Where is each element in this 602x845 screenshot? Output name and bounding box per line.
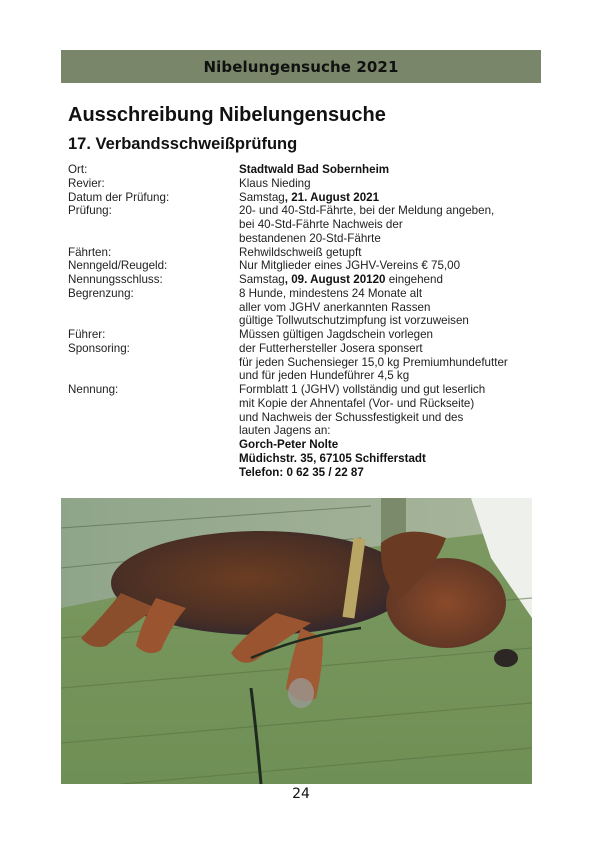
detail-value [239,259,538,273]
text-segment: lauten Jagens an: [239,424,331,438]
detail-row [68,259,538,273]
detail-value [239,177,538,191]
text-segment: und Nachweis der Schussfestigkeit und des [239,410,464,424]
detail-value [239,383,538,479]
detail-value [239,204,538,245]
text-segment: der Futterhersteller Josera sponsert [239,341,423,355]
detail-value-line [239,301,538,315]
detail-value [239,328,538,342]
detail-value-line [239,246,538,260]
detail-value-line [239,163,538,177]
detail-row [68,273,538,287]
dog-nose [494,649,518,667]
text-segment: mit Kopie der Ahnentafel (Vor- und Rückseite) [239,396,475,410]
detail-value-line [239,424,538,438]
text-segment: Samstag [239,273,285,286]
document-subtitle: 17. Verbandsschweißprüfung [68,135,298,153]
detail-value-line [239,342,538,356]
detail-value-line [239,397,538,411]
text-segment: bei 40-Std-Fährte Nachweis der [239,218,403,231]
detail-label: Datum der Prüfung: [68,190,170,204]
detail-value [239,273,538,287]
text-segment: Klaus Nieding [239,176,311,190]
text-segment: 8 Hunde, mindestens 24 Monate alt [239,286,423,300]
detail-row [68,191,538,205]
detail-value [239,191,538,205]
header-bar [61,50,541,83]
text-segment: bestandenen 20-Std-Fährte [239,231,381,245]
detail-value-line [239,452,538,466]
text-segment: Rehwildschweiß getupft [239,245,362,259]
detail-value-line [239,218,538,232]
detail-row [68,383,538,479]
detail-label: Prüfung: [68,204,112,218]
text-segment: , 21. August 2021 [284,190,380,204]
detail-row [68,287,538,328]
detail-label: Sponsoring: [68,341,130,355]
detail-value-line [239,232,538,246]
text-segment: Nur Mitglieder eines JGHV-Vereins € 75,00 [239,259,461,273]
text-segment: Stadtwald Bad Sobernheim [239,163,390,176]
detail-value-line [239,328,538,342]
detail-value [239,163,538,177]
detail-value-line [239,314,538,328]
text-segment: Müssen gültigen Jagdschein vorlegen [239,328,433,341]
detail-row [68,177,538,191]
text-segment: Müdichstr. 35, 67105 Schifferstadt [239,451,426,465]
detail-value-line [239,177,538,191]
details-table [68,163,538,479]
detail-value-line [239,369,538,383]
detail-row [68,342,538,383]
dog-photo [61,498,532,784]
detail-label: Nenngeld/Reugeld: [68,259,168,273]
text-segment: , 09. August 20120 [284,273,386,286]
detail-row [68,163,538,177]
text-segment: eingehend [385,273,443,286]
detail-label: Fährten: [68,245,112,259]
page-number: 24 [292,786,310,802]
detail-value-line [239,191,538,205]
detail-value-line [239,287,538,301]
detail-value-line [239,259,538,273]
text-segment: Samstag [239,190,285,204]
detail-label: Revier: [68,176,105,190]
detail-value-line [239,204,538,218]
detail-label: Nennung: [68,383,119,396]
header-title: Nibelungensuche 2021 [203,57,399,76]
text-segment: Gorch-Peter Nolte [239,438,339,451]
text-segment: aller vom JGHV anerkannten Rassen [239,300,431,314]
text-segment: gültige Tollwutschutzimpfung ist vorzuweisen [239,314,469,328]
dog-photo-image [61,498,532,784]
detail-label: Ort: [68,163,88,176]
detail-value [239,287,538,328]
detail-label: Begrenzung: [68,286,134,300]
text-segment: Formblatt 1 (JGHV) vollständig und gut leserlich [239,383,486,396]
detail-value [239,342,538,383]
detail-label: Führer: [68,328,106,341]
detail-row [68,204,538,245]
document-title: Ausschreibung Nibelungensuche [68,104,386,126]
detail-row [68,246,538,260]
detail-value-line [239,273,538,287]
detail-row [68,328,538,342]
text-segment: 20- und 40-Std-Fährte, bei der Meldung angeben, [239,204,495,218]
detail-value-line [239,383,538,397]
text-segment: und für jeden Hundeführer 4,5 kg [239,369,410,383]
text-segment: für jeden Suchensieger 15,0 kg Premiumhundefutter [239,355,508,369]
detail-value-line [239,411,538,425]
text-segment: Telefon: 0 62 35 / 22 87 [239,465,364,479]
detail-value-line [239,466,538,480]
detail-label: Nennungsschluss: [68,273,163,286]
detail-value-line [239,438,538,452]
detail-value [239,246,538,260]
detail-value-line [239,356,538,370]
